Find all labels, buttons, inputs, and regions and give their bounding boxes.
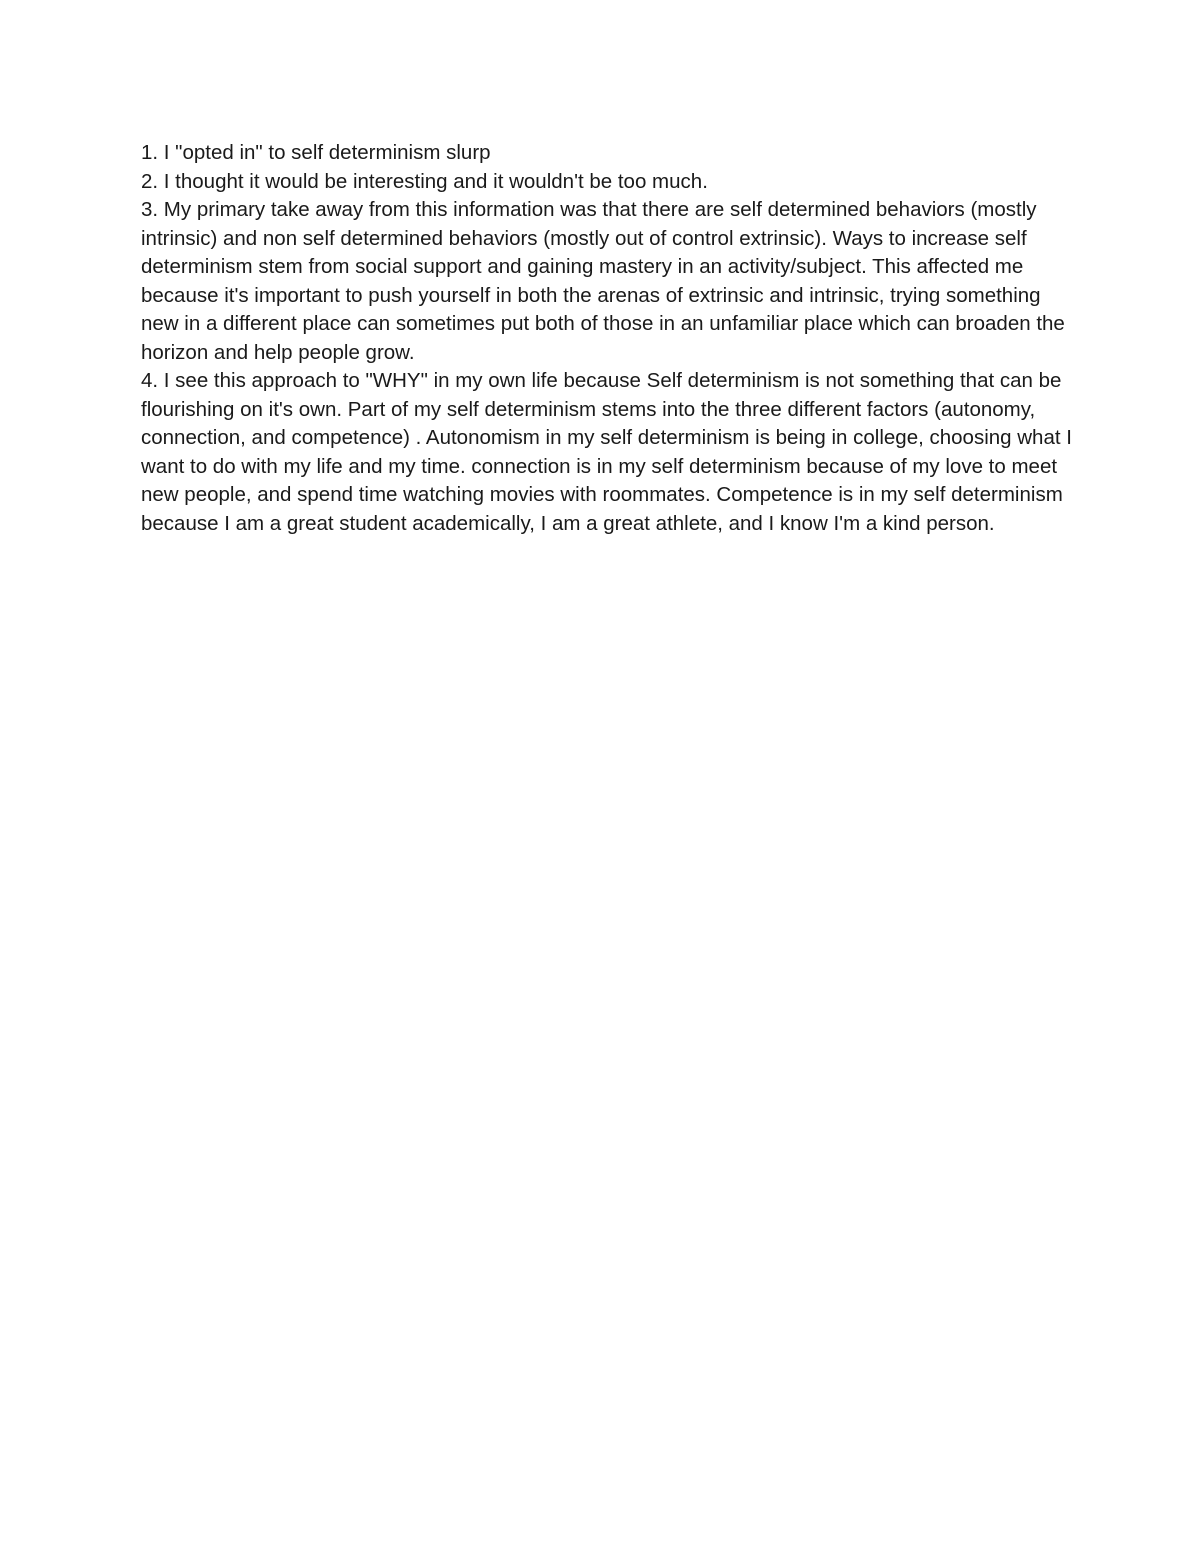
answer-2: 2. I thought it would be interesting and it wouldn't be too much.: [141, 169, 708, 193]
document-body: [141, 139, 1076, 538]
answer-3: 3. My primary take away from this information was that there are self determined behaviors (mostly intrinsic) and non self determined behaviors (mostly out of control extrinsic). Ways to increase self determinism stem from social support and gaining mastery in an activity/subject. This affected me because it's important to push yourself in both the arenas of extrinsic and intrinsic, trying something new in a different place can sometimes put both of those in an unfamiliar place which can broaden the horizon and help people grow.: [141, 198, 1065, 364]
answer-1: 1. I "opted in" to self determinism slurp: [141, 141, 491, 164]
answer-4: 4. I see this approach to "WHY" in my own life because Self determinism is not something that can be flourishing on it's own. Part of my self determinism stems into the three different factors (autonomy, connection, and competence) . Autonomism in my self determinism is being in college, choosing what I want to do with my life and my time. connection is in my self determinism because of my love to meet new people, and spend time watching movies with roommates. Competence is in my self determinism because I am a great student academically, I am a great athlete, and I know I'm a kind person.: [141, 369, 1072, 535]
